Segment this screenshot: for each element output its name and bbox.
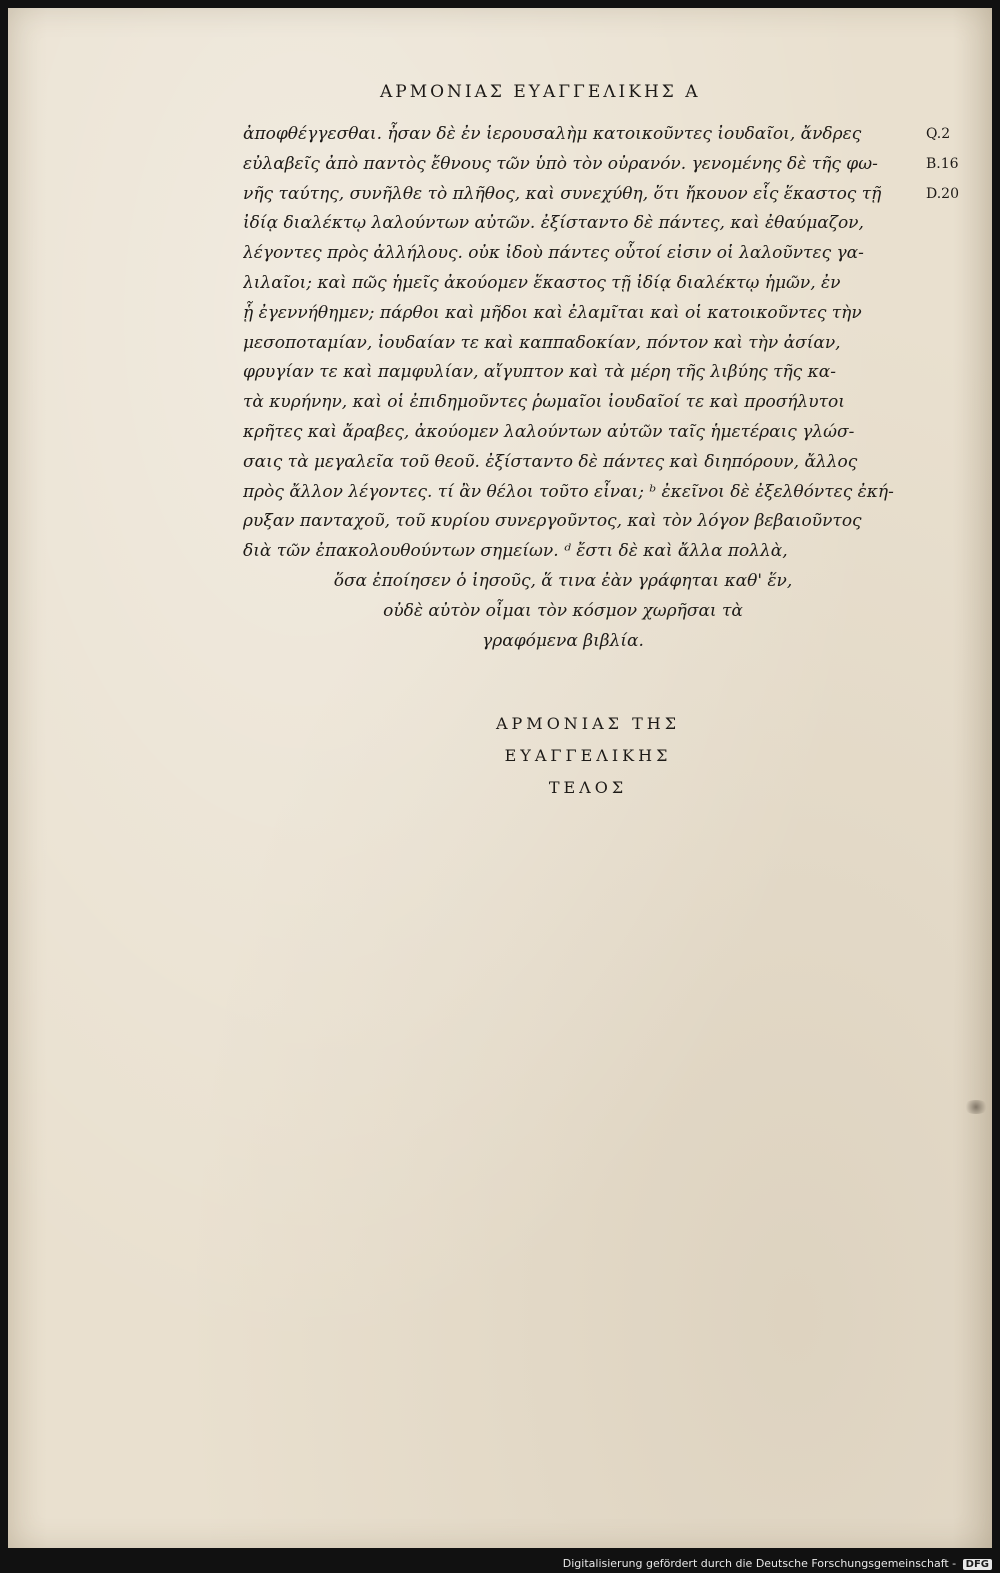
colophon-line: ΤΕΛΟΣ: [548, 778, 628, 797]
text-line: σαις τὰ μεγαλεῖα τοῦ θεοῦ. ἐξίσταντο δὲ πάντες καὶ διηπόρουν, ἄλλος: [243, 451, 858, 472]
text-line-centered: οὐδὲ αὐτὸν οἶμαι τὸν κόσμον χωρῆσαι τὰ: [383, 600, 743, 621]
text-line: πρὸς ἄλλον λέγοντες. τί ἂν θέλοι τοῦτο εἶναι; ᵇ ἐκεῖνοι δὲ ἐξελθόντες ἐκή-: [243, 481, 894, 502]
margin-ref: D.20: [926, 185, 959, 202]
text-line: ἀποφθέγγεσθαι. ἦσαν δὲ ἐν ἱερουσαλὴμ κατοικοῦντες ἰουδαῖοι, ἄνδρες: [243, 124, 862, 144]
margin-ref: B.16: [926, 155, 959, 172]
text-line: ᾗ ἐγεννήθημεν; πάρθοι καὶ μῆδοι καὶ ἐλαμῖται καὶ οἱ κατοικοῦντες τὴν: [243, 302, 862, 323]
running-head: ΑΡΜΟΝΙΑΣ ΕΥΑΓΓΕΛΙΚΗΣ Α: [380, 82, 701, 102]
text-line: μεσοποταμίαν, ἰουδαίαν τε καὶ καππαδοκίαν, πόντον καὶ τὴν ἀσίαν,: [243, 332, 841, 353]
text-line: λέγοντες πρὸς ἀλλήλους. οὐκ ἰδοὺ πάντες οὗτοί εἰσιν οἱ λαλοῦντες γα-: [243, 243, 864, 264]
colophon-line: ΑΡΜΟΝΙΑΣ ΤΗΣ: [495, 714, 681, 733]
text-line: λιλαῖοι; καὶ πῶς ἡμεῖς ἀκούομεν ἕκαστος τῇ ἰδίᾳ διαλέκτῳ ἡμῶν, ἐν: [243, 272, 841, 293]
dfg-logo: DFG: [963, 1559, 992, 1570]
text-line: νῆς ταύτης, συνῆλθε τὸ πλῆθος, καὶ συνεχύθη, ὅτι ἤκουον εἷς ἕκαστος τῇ: [243, 183, 882, 204]
text-line: εὐλαβεῖς ἀπὸ παντὸς ἔθνους τῶν ὑπὸ τὸν οὐρανόν. γενομένης δὲ τῆς φω-: [243, 153, 878, 174]
margin-ref: Q.2: [926, 126, 951, 142]
text-line: ρυξαν πανταχοῦ, τοῦ κυρίου συνεργοῦντος, καὶ τὸν λόγον βεβαιοῦντος: [243, 511, 862, 532]
colophon: [388, 708, 788, 804]
text-line-centered: γραφόμενα βιβλία.: [482, 630, 644, 651]
text-line-centered: ὅσα ἐποίησεν ὁ ἰησοῦς, ἅ τινα ἐὰν γράφηται καθ' ἕν,: [333, 570, 793, 591]
margin-references: [926, 120, 959, 209]
digitization-credit: [563, 1557, 992, 1570]
text-line: κρῆτες καὶ ἄραβες, ἀκούομεν λαλούντων αὐτῶν ταῖς ἡμετέραις γλώσ-: [243, 421, 855, 442]
text-line: ἰδίᾳ διαλέκτῳ λαλούντων αὐτῶν. ἐξίσταντο δὲ πάντες, καὶ ἐθαύμαζον,: [243, 213, 864, 234]
colophon-line: ΕΥΑΓΓΕΛΙΚΗΣ: [504, 746, 672, 765]
body-text: [243, 120, 923, 656]
text-line: τὰ κυρήνην, καὶ οἱ ἐπιδημοῦντες ῥωμαῖοι ἰουδαῖοί τε καὶ προσήλυτοι: [243, 392, 845, 413]
ink-blot: [963, 1100, 989, 1114]
credit-text: Digitalisierung gefördert durch die Deutsche Forschungsgemeinschaft -: [562, 1557, 957, 1570]
text-line: διὰ τῶν ἐπακολουθούντων σημείων. ᵈ ἔστι δὲ καὶ ἄλλα πολλὰ,: [243, 541, 788, 562]
book-page: [8, 8, 992, 1548]
text-line: φρυγίαν τε καὶ παμφυλίαν, αἴγυπτον καὶ τὰ μέρη τῆς λιβύης τῆς κα-: [243, 362, 836, 383]
